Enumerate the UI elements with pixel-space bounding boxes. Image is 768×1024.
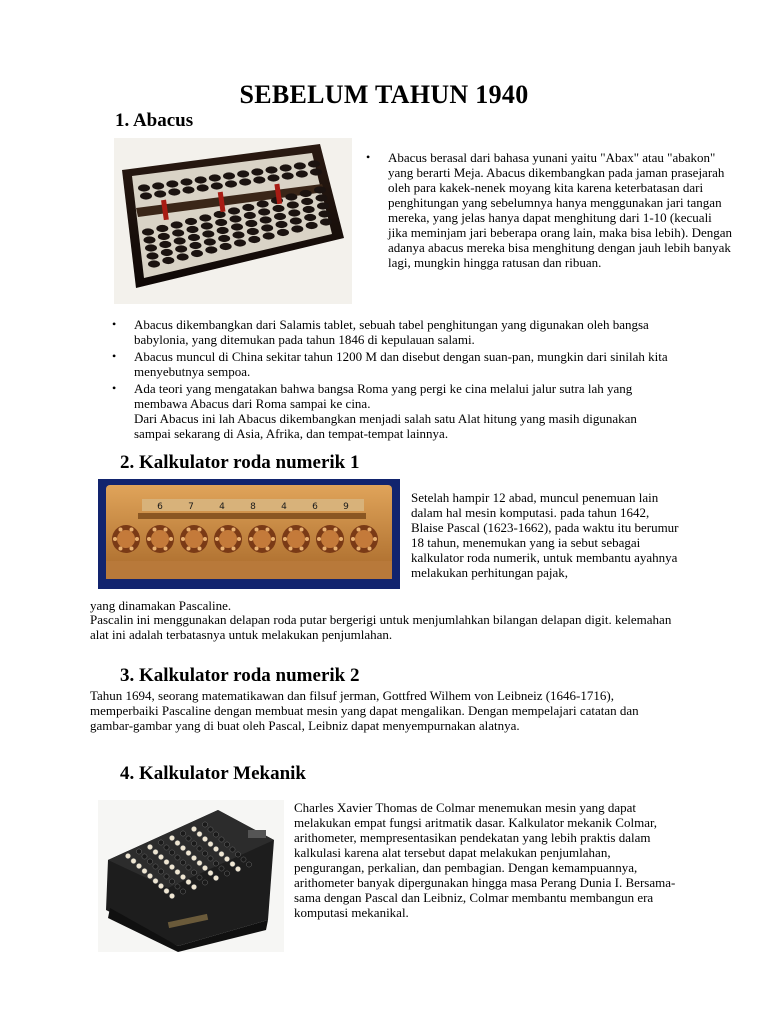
- arithmometer-key: [175, 840, 180, 845]
- section-heading-pascaline: 2. Kalkulator roda numerik 1: [120, 452, 360, 473]
- abacus-bead: [159, 241, 171, 248]
- pascaline-wheel-spoke: [232, 547, 236, 551]
- pascaline-wheel-spoke: [113, 537, 117, 541]
- arithmometer-key: [208, 827, 213, 832]
- abacus-bead: [199, 214, 211, 221]
- pascaline-wheel-spoke: [300, 527, 304, 531]
- arithmometer-key: [164, 888, 169, 893]
- pascaline-wheel-spoke: [198, 547, 202, 551]
- abacus-bead: [287, 201, 299, 208]
- abacus-bead: [280, 164, 292, 171]
- arithmometer-key: [131, 858, 136, 863]
- abacus-bead: [195, 176, 207, 183]
- list-item: • Abacus muncul di China sekitar tahun 1200 M dan disebut dengan suan-pan, mungkin dari sinilah kita menyebutnya sempoa.: [108, 349, 668, 379]
- pascaline-wheel-spoke: [323, 547, 327, 551]
- arithmometer-key: [136, 849, 141, 854]
- pascaline-wheel-hub: [219, 530, 237, 548]
- arithmometer-key: [186, 865, 191, 870]
- pascaline-digit: 9: [343, 502, 349, 512]
- arithmometer-key: [158, 869, 163, 874]
- arithmometer-key: [142, 868, 147, 873]
- abacus-bead: [152, 182, 164, 189]
- list-item: • Abacus dikembangkan dari Salamis tablet, sebuah tabel penghitungan yang digunakan oleh bangsa babylonia, yang ditemukan pada tahun 1846 di kepulauan salami.: [108, 317, 668, 347]
- arithmometer-key: [224, 871, 229, 876]
- abacus-bead: [147, 252, 159, 259]
- pascaline-wheel-spoke: [334, 547, 338, 551]
- abacus-closing: Dari Abacus ini lah Abacus dikembangkan menjadi salah satu Alat hitung yang masih digunakan sampai sekarang di Asia, Afrika, dan tempat-tempat lainnya.: [134, 411, 637, 441]
- arithmometer-key: [169, 864, 174, 869]
- arithmometer-key: [180, 889, 185, 894]
- arithmometer-key: [175, 855, 180, 860]
- pascaline-wheel-spoke: [249, 537, 253, 541]
- abacus-bead: [263, 232, 275, 239]
- abacus-bead: [218, 235, 230, 242]
- abacus-bead: [244, 212, 256, 219]
- arithmometer-key: [208, 870, 213, 875]
- abacus-bead: [251, 168, 263, 175]
- arithmometer-key: [202, 851, 207, 856]
- abacus-bead: [161, 249, 173, 256]
- pascaline-wheel-hub: [185, 530, 203, 548]
- abacus-bead: [231, 223, 243, 230]
- abacus-bead: [142, 228, 154, 235]
- abacus-bead: [301, 198, 313, 205]
- arithmometer-key: [224, 856, 229, 861]
- pascaline-wheel-spoke: [147, 537, 151, 541]
- pascaline-wheel-hub: [253, 530, 271, 548]
- pascaline-wheel-spoke: [169, 537, 173, 541]
- abacus-bead: [285, 193, 297, 200]
- arithmometer-key: [208, 856, 213, 861]
- abacus-bead: [225, 180, 237, 187]
- abacus-bead: [187, 226, 199, 233]
- arithmometer-key: [213, 846, 218, 851]
- arithmometer-key: [213, 832, 218, 837]
- pascaline-wheel-spoke: [198, 527, 202, 531]
- abacus-bead: [190, 242, 202, 249]
- abacus-bead: [181, 178, 193, 185]
- pascaline-digit: 8: [250, 502, 256, 512]
- abacus-bead: [148, 260, 160, 267]
- abacus-bead: [247, 228, 259, 235]
- abacus-bead: [191, 250, 203, 257]
- pascaline-wheel-spoke: [164, 547, 168, 551]
- arithmometer-key: [197, 860, 202, 865]
- pascaline-digit: 6: [157, 502, 163, 512]
- abacus-bead: [290, 217, 302, 224]
- abacus-bead: [294, 162, 306, 169]
- pascaline-wheel-hub: [151, 530, 169, 548]
- abacus-bead: [237, 170, 249, 177]
- arithmometer-image: [98, 800, 284, 952]
- arithmometer-key: [180, 860, 185, 865]
- arithmometer-key: [219, 851, 224, 856]
- pascaline-wheel-spoke: [203, 537, 207, 541]
- abacus-bead: [223, 172, 235, 179]
- arithmometer-key: [153, 849, 158, 854]
- abacus-bead: [201, 222, 213, 229]
- arithmometer-key: [213, 875, 218, 880]
- abacus-bead: [282, 172, 294, 179]
- arithmometer-key: [186, 879, 191, 884]
- pascaline-wheel-spoke: [339, 537, 343, 541]
- abacus-bead: [217, 227, 229, 234]
- abacus-bead: [215, 219, 227, 226]
- abacus-bead: [205, 246, 217, 253]
- pascaline-wheel-hub: [117, 530, 135, 548]
- arithmometer-key: [125, 853, 130, 858]
- leibniz-paragraph: Tahun 1694, seorang matematikawan dan filsuf jerman, Gottfred Wilhem von Leibneiz (1646-1716), memperbaiki Pascaline dengan membuat mesin yang dapat mengalikan. Dengan mempelajari catatan dan gambar-gambar yang di buat oleh Pascal, Leibniz dapat menyempurnakan alatnya.: [90, 688, 639, 733]
- arithmometer-key: [235, 852, 240, 857]
- abacus-bead: [304, 214, 316, 221]
- pascaline-wheel-spoke: [164, 527, 168, 531]
- abacus-bead: [168, 188, 180, 195]
- arithmometer-key: [191, 841, 196, 846]
- pascaline-wheel-hub: [287, 530, 305, 548]
- page-title: SEBELUM TAHUN 1940: [239, 80, 529, 109]
- abacus-bead: [197, 184, 209, 191]
- arithmometer-key: [158, 883, 163, 888]
- pascaline-wheel-spoke: [317, 537, 321, 541]
- abacus-bead: [174, 237, 186, 244]
- pascaline-digit: 4: [219, 502, 225, 512]
- arithmometer-key: [219, 866, 224, 871]
- abacus-bead: [154, 190, 166, 197]
- abacus-bead: [316, 194, 328, 201]
- abacus-bead: [317, 202, 329, 209]
- abacus-bead: [185, 218, 197, 225]
- pascaline-wheel-spoke: [368, 547, 372, 551]
- pascaline-digit: 4: [281, 502, 287, 512]
- pascaline-wheel-spoke: [289, 527, 293, 531]
- pascaline-wheel-spoke: [351, 537, 355, 541]
- arithmometer-key: [197, 831, 202, 836]
- abacus-bead: [220, 243, 232, 250]
- arithmometer-key: [224, 842, 229, 847]
- arithmometer-key: [219, 837, 224, 842]
- list-item: • Ada teori yang mengatakan bahwa bangsa Roma yang pergi ke cina melalui jalur sutra lah yang membawa Abacus dari Roma sampai ke cina.: [108, 381, 668, 411]
- abacus-bead: [188, 234, 200, 241]
- arithmometer-key: [153, 878, 158, 883]
- abacus-bead: [291, 225, 303, 232]
- pascaline-digit: 7: [188, 502, 194, 512]
- abacus-bead: [300, 190, 312, 197]
- abacus-bead: [202, 230, 214, 237]
- abacus-bullet-list: [108, 317, 668, 441]
- pascaline-wheel-spoke: [215, 537, 219, 541]
- arithmometer-key: [230, 847, 235, 852]
- pascaline-wheel-spoke: [255, 527, 259, 531]
- pascaline-wheel-spoke: [119, 527, 123, 531]
- abacus-bead: [245, 220, 257, 227]
- section-heading-abacus: 1. Abacus: [115, 110, 194, 131]
- pascaline-wheel-hub: [355, 530, 373, 548]
- pascaline-continued: yang dinamakan Pascaline.: [90, 598, 232, 613]
- arithmometer-key: [191, 884, 196, 889]
- arithmometer-key: [202, 822, 207, 827]
- arithmometer-key: [169, 879, 174, 884]
- abacus-bead: [296, 170, 308, 177]
- abacus-bead: [158, 233, 170, 240]
- abacus-bead: [257, 200, 269, 207]
- abacus-bead: [260, 216, 272, 223]
- abacus-bead: [303, 206, 315, 213]
- pascaline-wheel-spoke: [130, 527, 134, 531]
- pascaline-wheel-spoke: [181, 537, 185, 541]
- mekanik-side-text: Charles Xavier Thomas de Colmar menemukan mesin yang dapat melakukan empat fungsi aritmatik dasar. Kalkulator mekanik Colmar, arithometer, mempresentasikan pendekatan yang lebih praktis dalam kalkulasi karena alat tersebut dapat melakukan penjumlahan, pengurangan, perkalian, dan pembagian. Dengan kemampuannya, arithometer banyak dipergunakan hingga masa Perang Dunia I. Bersama-sama dengan Pascal dan Leibniz, Colmar membantu membangun era komputasi mekanikal.: [294, 800, 676, 920]
- arithmometer-key: [169, 835, 174, 840]
- abacus-bead: [175, 245, 187, 252]
- pascaline-image: [98, 479, 400, 589]
- pascaline-side-text: Setelah hampir 12 abad, muncul penemuan lain dalam hal mesin komputasi. pada tahun 1642, Blaise Pascal (1623-1662), pada waktu itu berumur 18 tahun, menemukan yang ia sebut sebagai kalkulator roda numerik, untuk membantu ayahnya melakukan perhitungan pajak,: [411, 490, 679, 580]
- pascaline-wheel-spoke: [271, 537, 275, 541]
- pascaline-wheel-spoke: [119, 547, 123, 551]
- abacus-side-bullet: [362, 150, 733, 270]
- abacus-bead: [144, 236, 156, 243]
- abacus-bead: [166, 180, 178, 187]
- abacus-bead: [242, 204, 254, 211]
- arithmometer-key: [169, 893, 174, 898]
- section-heading-leibniz: 3. Kalkulator roda numerik 2: [120, 665, 360, 686]
- pascaline-wheel-spoke: [237, 537, 241, 541]
- pascaline-wheel-spoke: [135, 537, 139, 541]
- abacus-bead: [183, 186, 195, 193]
- abacus-bead: [314, 186, 326, 193]
- pascaline-wheel-spoke: [130, 547, 134, 551]
- abacus-bead: [145, 244, 157, 251]
- section-heading-mekanik: 4. Kalkulator Mekanik: [120, 763, 306, 784]
- arithmometer-key: [164, 874, 169, 879]
- abacus-bead: [233, 231, 245, 238]
- abacus-bead: [239, 178, 251, 185]
- arithmometer-key: [147, 844, 152, 849]
- abacus-bead: [171, 221, 183, 228]
- abacus-bead: [162, 257, 174, 264]
- arithmometer-key: [136, 863, 141, 868]
- pascaline-wheel-spoke: [300, 547, 304, 551]
- abacus-bead: [140, 192, 152, 199]
- abacus-bead: [248, 236, 260, 243]
- abacus-bead: [209, 174, 221, 181]
- abacus-bead: [274, 213, 286, 220]
- abacus-image: [114, 138, 352, 304]
- abacus-bead: [268, 174, 280, 181]
- arithmometer-key: [186, 836, 191, 841]
- abacus-bead: [253, 176, 265, 183]
- abacus-bead: [261, 224, 273, 231]
- arithmometer-key: [180, 845, 185, 850]
- arithmometer-key: [180, 831, 185, 836]
- abacus-bead: [204, 238, 216, 245]
- pascaline-wheel-spoke: [255, 547, 259, 551]
- arithmometer-key: [164, 845, 169, 850]
- arithmometer-key: [230, 861, 235, 866]
- abacus-bead: [156, 225, 168, 232]
- abacus-bead: [214, 211, 226, 218]
- abacus-bead: [230, 215, 242, 222]
- arithmometer-key: [191, 870, 196, 875]
- abacus-bead: [306, 222, 318, 229]
- pascaline-wheel-spoke: [232, 527, 236, 531]
- abacus-bead: [308, 160, 320, 167]
- pascaline-wheel-spoke: [187, 527, 191, 531]
- abacus-bead: [258, 208, 270, 215]
- arithmometer-key: [175, 869, 180, 874]
- pascaline-wheel-spoke: [266, 547, 270, 551]
- pascaline-wheel-spoke: [266, 527, 270, 531]
- arithmometer-key: [191, 826, 196, 831]
- pascaline-paragraph: Pascalin ini menggunakan delapan roda putar bergerigi untuk menjumlahkan bilangan delapan digit. kelemahan alat ini adalah terbatasnya untuk melakukan penjumlahan.: [90, 612, 672, 642]
- arithmometer-key: [197, 846, 202, 851]
- pascaline-wheel-spoke: [373, 537, 377, 541]
- arithmometer-key: [213, 861, 218, 866]
- abacus-bead: [277, 229, 289, 236]
- arithmometer-key: [180, 874, 185, 879]
- pascaline-wheel-spoke: [289, 547, 293, 551]
- abacus-bead: [228, 207, 240, 214]
- pascaline-wheel-spoke: [357, 527, 361, 531]
- pascaline-wheel-spoke: [283, 537, 287, 541]
- arithmometer-key: [208, 841, 213, 846]
- arithmometer-key: [186, 850, 191, 855]
- abacus-bead: [177, 253, 189, 260]
- pascaline-wheel-spoke: [153, 547, 157, 551]
- abacus-bead: [273, 205, 285, 212]
- arithmometer-key: [197, 875, 202, 880]
- arithmometer-key: [147, 859, 152, 864]
- arithmometer-key: [147, 873, 152, 878]
- abacus-bead: [138, 184, 150, 191]
- pascaline-wheel-spoke: [305, 537, 309, 541]
- arithmometer-key: [158, 840, 163, 845]
- pascaline-wheel-spoke: [187, 547, 191, 551]
- arithmometer-key: [175, 884, 180, 889]
- abacus-bead: [234, 239, 246, 246]
- abacus-bead: [172, 229, 184, 236]
- pascaline-wheel-hub: [321, 530, 339, 548]
- arithmometer-key: [153, 864, 158, 869]
- pascaline-wheel-spoke: [153, 527, 157, 531]
- abacus-bead: [310, 168, 322, 175]
- arithmometer-key: [202, 836, 207, 841]
- pascaline-digit: 6: [312, 502, 318, 512]
- pascaline-wheel-spoke: [221, 527, 225, 531]
- arithmometer-key: [191, 855, 196, 860]
- abacus-side-text: Abacus berasal dari bahasa yunani yaitu "Abax" atau "abakon" yang berarti Meja. Abacus dikembangkan pada jaman prasejarah oleh para kakek-nenek moyang kita karena keterbatasan dari penghitungan yang sebelumnya hanya menggunakan jari tangan mereka, yang jelas hanya dapat menghitung dari 1-10 (kecuali jika meminjam jari beberapa orang lain, maka bisa lebih). Dengan adanya abacus mereka bisa menghitung dengan jauh lebih banyak lagi, mungkin hingga ratusan dan ribuan.: [388, 150, 733, 270]
- pascaline-wheel-spoke: [323, 527, 327, 531]
- pascaline-wheel-spoke: [221, 547, 225, 551]
- abacus-bead: [319, 210, 331, 217]
- pascaline-wheel-spoke: [368, 527, 372, 531]
- abacus-bead: [266, 166, 278, 173]
- abacus-bead: [211, 182, 223, 189]
- arithmometer-key: [142, 854, 147, 859]
- arithmometer-key: [164, 859, 169, 864]
- arithmometer-key: [235, 866, 240, 871]
- arithmometer-key: [241, 857, 246, 862]
- abacus-bead: [288, 209, 300, 216]
- abacus-bead: [276, 221, 288, 228]
- arithmometer-key: [202, 880, 207, 885]
- arithmometer-key: [202, 865, 207, 870]
- arithmometer-key: [158, 854, 163, 859]
- pascaline-wheel-spoke: [357, 547, 361, 551]
- abacus-bead: [320, 218, 332, 225]
- pascaline-wheel-spoke: [334, 527, 338, 531]
- arithmometer-key: [246, 862, 251, 867]
- arithmometer-key: [169, 850, 174, 855]
